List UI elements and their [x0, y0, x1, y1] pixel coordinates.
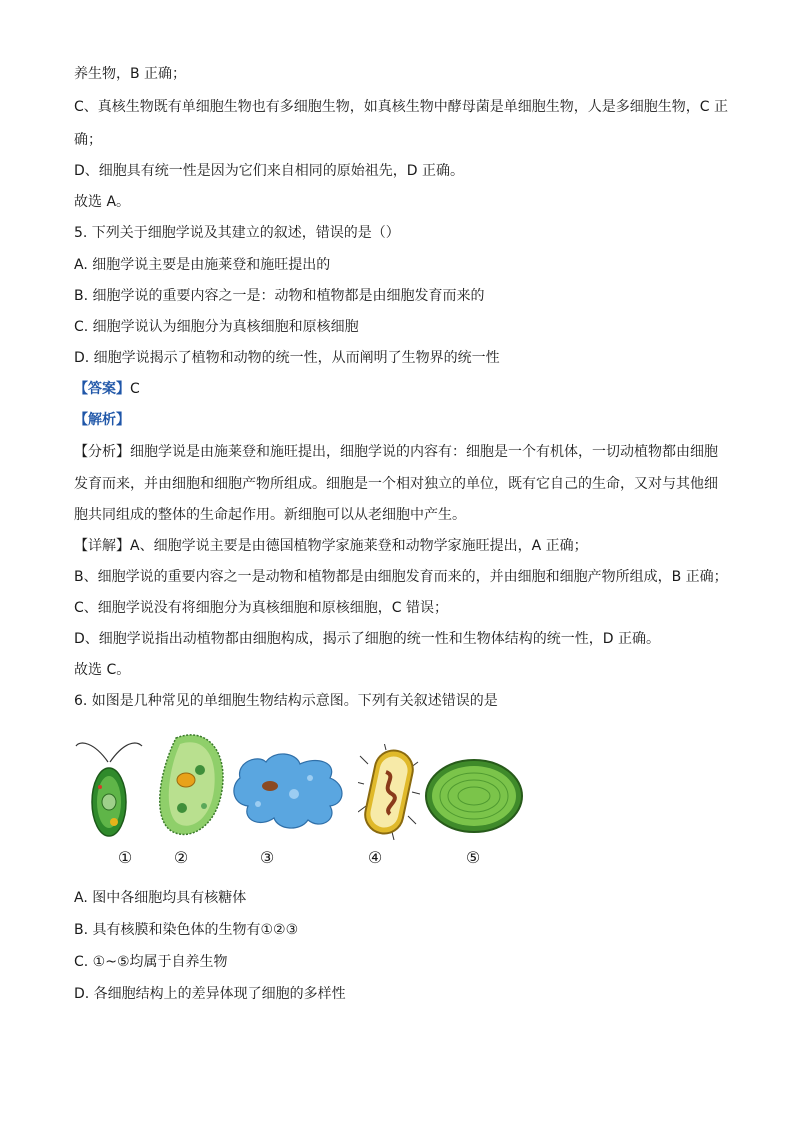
answer-line	[74, 379, 140, 399]
xiangjie-tag: 【详解】	[74, 538, 130, 554]
q5-option-b: B. 细胞学说的重要内容之一是：动物和植物都是由细胞发育而来的	[74, 288, 485, 304]
q6-option-a: A. 图中各细胞均具有核糖体	[74, 890, 247, 906]
chlamydomonas-illustration	[74, 732, 144, 842]
analysis-tag: 【解析】	[74, 412, 130, 428]
fenxi-text: 细胞学说是由施莱登和施旺提出，细胞学说的内容有：细胞是一个有机体，一切动植物都由细胞	[130, 444, 718, 460]
detail-line-d: D、细胞学说指出动植物都由细胞构成，揭示了细胞的统一性和生物体结构的统一性，D 正确。	[74, 631, 661, 647]
text-line: D、细胞具有统一性是因为它们来自相同的原始祖先，D 正确。	[74, 163, 465, 179]
detail-line-c: C、细胞学说没有将细胞分为真核细胞和原核细胞，C 错误；	[74, 600, 448, 616]
q6-option-d: D. 各细胞结构上的差异体现了细胞的多样性	[74, 986, 346, 1002]
paramecium-illustration	[156, 730, 230, 842]
question-5-stem: 5. 下列关于细胞学说及其建立的叙述，错误的是（）	[74, 225, 400, 241]
xiangjie-line-1	[74, 536, 588, 556]
q5-option-d: D. 细胞学说揭示了植物和动物的统一性，从而阐明了生物界的统一性	[74, 350, 500, 366]
amoeba-illustration	[230, 748, 350, 832]
q5-option-c: C. 细胞学说认为细胞分为真核细胞和原核细胞	[74, 319, 359, 335]
q5-option-a: A. 细胞学说主要是由施莱登和施旺提出的	[74, 257, 331, 273]
fenxi-line-3: 胞共同组成的整体的生命起作用。新细胞可以从老细胞中产生。	[74, 507, 466, 523]
question-6-stem: 6. 如图是几种常见的单细胞生物结构示意图。下列有关叙述错误的是	[74, 693, 498, 709]
text-line: 养生物，B 正确；	[74, 66, 187, 82]
figure-label-5: ⑤	[465, 848, 481, 867]
cyanobacterium-illustration	[424, 758, 524, 834]
choose-line: 故选 C。	[74, 662, 131, 678]
answer-value: C	[130, 381, 140, 397]
fenxi-tag: 【分析】	[74, 444, 130, 460]
fenxi-line-2: 发育而来，并由细胞和细胞产物所组成。细胞是一个相对独立的单位，既有它自己的生命，又对与其他细	[74, 476, 718, 492]
figure-label-4: ④	[367, 848, 383, 867]
figure-label-3: ③	[259, 848, 275, 867]
answer-tag: 【答案】	[74, 381, 130, 397]
bacterium-illustration	[358, 744, 420, 840]
q6-option-c: C. ①~⑤均属于自养生物	[74, 954, 228, 970]
text-line: 故选 A。	[74, 194, 131, 210]
figure-label-1: ①	[117, 848, 133, 867]
xiangjie-text: A、细胞学说主要是由德国植物学家施莱登和动物学家施旺提出，A 正确；	[130, 538, 588, 554]
fenxi-line-1	[74, 442, 718, 462]
text-line: 确；	[74, 132, 102, 148]
figure-label-2: ②	[173, 848, 189, 867]
analysis-heading	[74, 410, 130, 430]
text-line: C、真核生物既有单细胞生物也有多细胞生物，如真核生物中酵母菌是单细胞生物，人是多细胞生物，C 正	[74, 99, 728, 115]
q6-option-b: B. 具有核膜和染色体的生物有①②③	[74, 922, 299, 938]
detail-line-b: B、细胞学说的重要内容之一是动物和植物都是由细胞发育而来的，并由细胞和细胞产物所组成，B 正确；	[74, 569, 728, 585]
